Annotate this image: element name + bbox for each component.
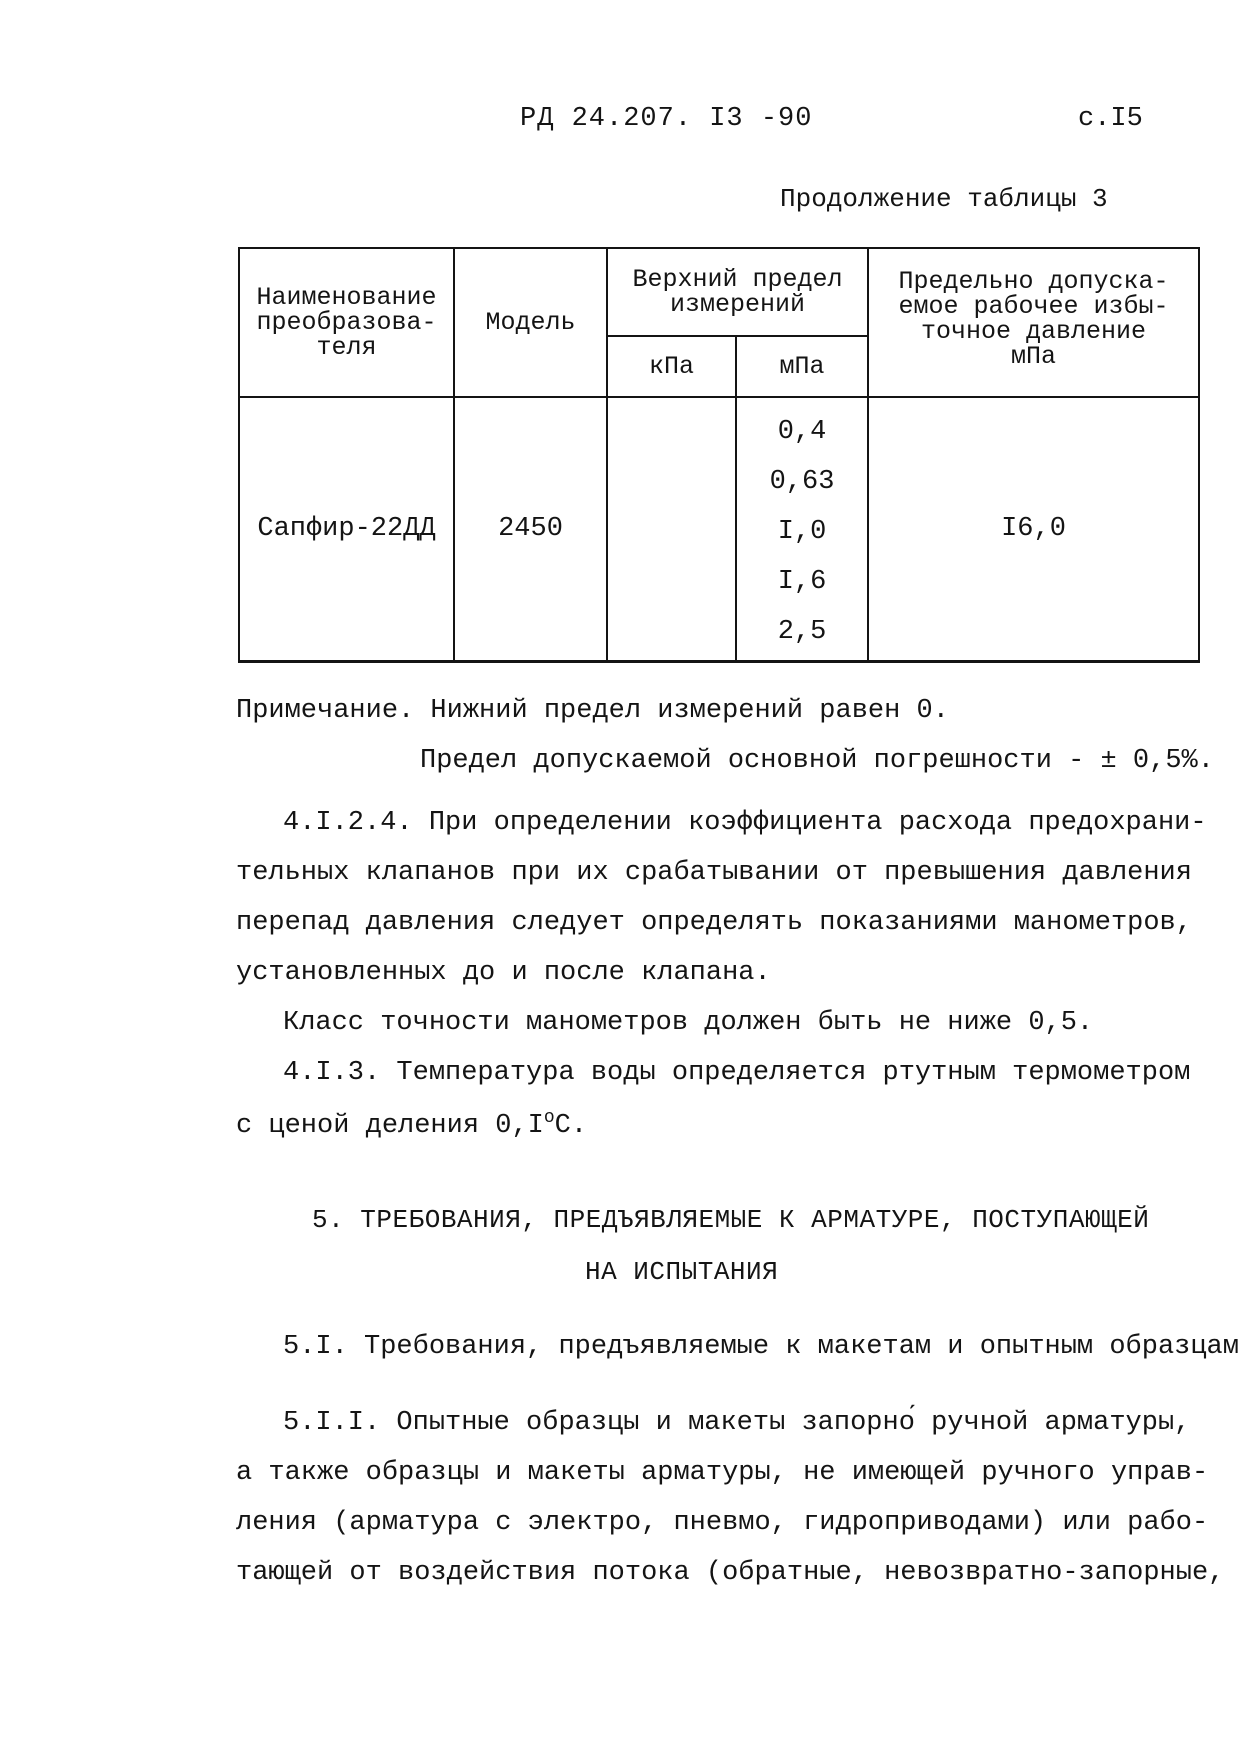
header-upper-limit-line-2: измерений	[669, 290, 806, 319]
header-name-line-2: преобразова-	[256, 308, 437, 337]
cell-model: 2450	[498, 513, 563, 544]
table-border-right	[1198, 247, 1200, 663]
header-max-pressure-line-2: емое рабочее избы-	[898, 292, 1169, 321]
subsection-heading: 5.I. Требования, предъявляемые к макетам и опытным образцам	[283, 1332, 1239, 1362]
header-name-line-1: Наименование	[256, 283, 437, 312]
note-line-1: Примечание. Нижний предел измерений равен 0.	[236, 696, 949, 726]
mpa-value: 2,5	[777, 617, 827, 647]
document-code: РД 24.207. I3 -90	[520, 104, 813, 134]
header-max-pressure-line-3: точное давление	[920, 317, 1147, 346]
header-name	[240, 249, 453, 396]
header-model: Модель	[485, 308, 576, 337]
header-mpa: мПа	[779, 352, 825, 381]
paragraph-line: тельных клапанов при их срабатывании от превышения давления	[236, 858, 1192, 888]
paragraph-line: тающей от воздействия потока (обратные, невозвратно-запорные,	[236, 1558, 1225, 1588]
section-heading-line-2: НА ИСПЫТАНИЯ	[585, 1257, 779, 1287]
cell-name: Сапфир-22ДД	[257, 513, 436, 544]
cell-max-pressure: I6,0	[1001, 513, 1066, 544]
mpa-value: 0,63	[769, 467, 835, 497]
degree-sign: о	[543, 1108, 555, 1128]
header-max-pressure-line-1: Предельно допуска-	[898, 267, 1169, 296]
paragraph-line: установленных до и после клапана.	[236, 958, 771, 988]
paragraph-line-with-degree	[236, 1108, 587, 1141]
header-kpa: кПа	[648, 352, 694, 381]
cell-kpa	[608, 398, 735, 660]
paragraph-line: 4.I.2.4. При определении коэффициента расхода предохрани-	[283, 808, 1207, 838]
paragraph-line: Класс точности манометров должен быть не ниже 0,5.	[283, 1008, 1094, 1038]
mpa-value: 0,4	[777, 417, 827, 447]
table-continuation-label: Продолжение таблицы 3	[780, 184, 1108, 214]
mpa-value: I,6	[777, 567, 827, 597]
paragraph-line: 4.I.3. Температура воды определяется ртутным термометром	[283, 1058, 1191, 1088]
header-upper-limit-line-1: Верхний предел	[632, 265, 843, 294]
data-table	[238, 247, 1200, 663]
header-name-line-3: теля	[316, 333, 377, 362]
section-heading-line-1: 5. ТРЕБОВАНИЯ, ПРЕДЪЯВЛЯЕМЫЕ К АРМАТУРЕ, ПОСТУПАЮЩЕЙ	[312, 1205, 1150, 1235]
header-upper-limit	[608, 249, 867, 335]
page-number: с.I5	[1078, 104, 1143, 134]
temperature-unit: С.	[554, 1111, 588, 1141]
paragraph-line: перепад давления следует определять показаниями манометров,	[236, 908, 1192, 938]
paragraph-line: ления (арматура с электро, пневмо, гидроприводами) или рабо-	[236, 1508, 1209, 1538]
paragraph-line: а также образцы и макеты арматуры, не имеющей ручного управ-	[236, 1458, 1209, 1488]
header-max-pressure-line-4: мПа	[1010, 342, 1056, 371]
temperature-text: с ценой деления 0,I	[236, 1111, 544, 1141]
header-max-pressure	[869, 249, 1198, 396]
table-border-bottom	[238, 660, 1200, 663]
note-line-2: Предел допускаемой основной погрешности - ± 0,5%.	[420, 746, 1214, 776]
paragraph-line: 5.I.I. Опытные образцы и макеты запорно́ ручной арматуры,	[283, 1408, 1191, 1438]
mpa-value: I,0	[777, 517, 827, 547]
